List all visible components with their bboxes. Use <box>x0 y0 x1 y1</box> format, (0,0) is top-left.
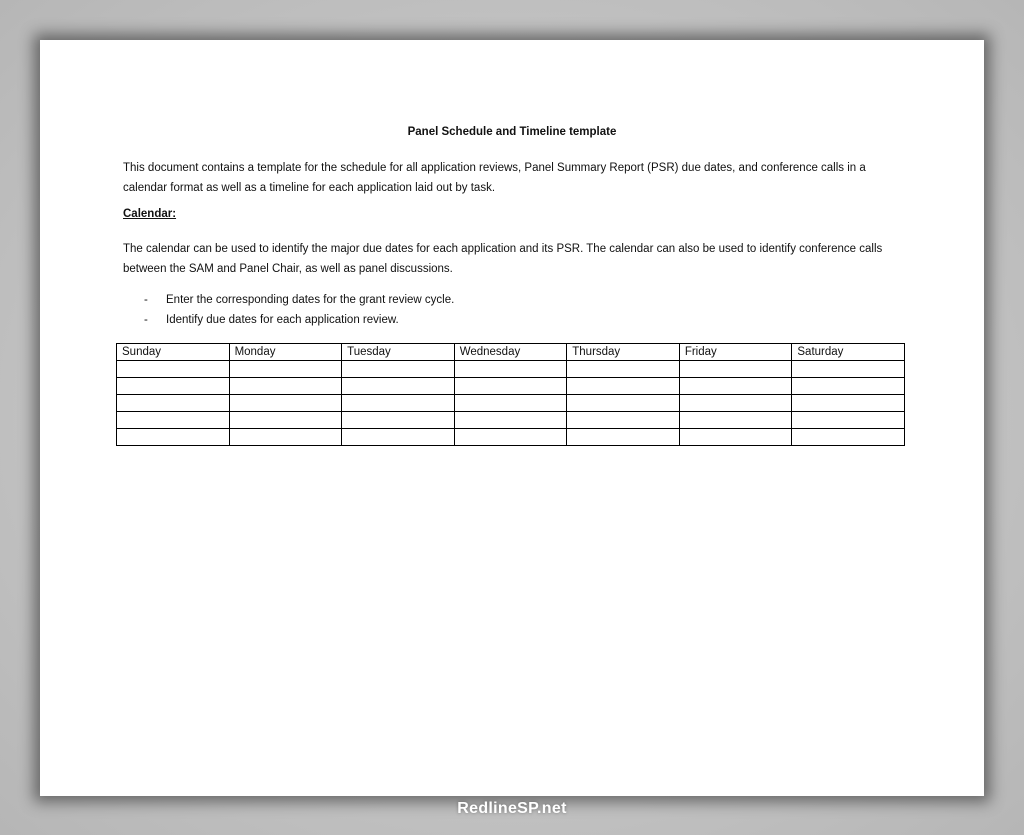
column-header-tuesday: Tuesday <box>342 344 455 361</box>
dash-icon: - <box>144 314 148 326</box>
list-item-text: Enter the corresponding dates for the grant review cycle. <box>166 294 455 306</box>
column-header-monday: Monday <box>229 344 342 361</box>
table-cell <box>679 361 792 378</box>
table-cell <box>792 395 905 412</box>
table-cell <box>342 429 455 446</box>
document-page <box>40 40 984 796</box>
table-cell <box>342 412 455 429</box>
table-cell <box>229 361 342 378</box>
table-row <box>117 429 905 446</box>
table-cell <box>342 361 455 378</box>
calendar-table <box>116 343 905 446</box>
column-header-thursday: Thursday <box>567 344 680 361</box>
column-header-friday: Friday <box>679 344 792 361</box>
table-cell <box>679 395 792 412</box>
list-item-text: Identify due dates for each application review. <box>166 314 399 326</box>
table-cell <box>117 429 230 446</box>
dash-icon: - <box>144 294 148 306</box>
table-row <box>117 361 905 378</box>
table-row <box>117 412 905 429</box>
table-cell <box>229 395 342 412</box>
table-cell <box>679 412 792 429</box>
table-cell <box>229 378 342 395</box>
watermark: RedlineSP.net <box>457 800 567 817</box>
calendar-description: The calendar can be used to identify the major due dates for each application and its PSR. The calendar can also be used to identify conference calls between the SAM and Panel Chair, as well as panel discussions. <box>123 243 883 275</box>
list-item <box>123 310 454 330</box>
document-title: Panel Schedule and Timeline template <box>407 126 617 138</box>
table-cell <box>567 361 680 378</box>
calendar-heading: Calendar: <box>123 208 177 220</box>
table-cell <box>567 378 680 395</box>
column-header-sunday: Sunday <box>117 344 230 361</box>
table-cell <box>454 361 567 378</box>
table-cell <box>454 378 567 395</box>
table-cell <box>679 378 792 395</box>
table-cell <box>117 378 230 395</box>
table-row <box>117 395 905 412</box>
table-cell <box>792 361 905 378</box>
list-item <box>123 290 454 310</box>
column-header-saturday: Saturday <box>792 344 905 361</box>
instruction-list <box>123 290 454 330</box>
table-cell <box>792 429 905 446</box>
table-cell <box>342 378 455 395</box>
table-cell <box>679 429 792 446</box>
table-cell <box>117 395 230 412</box>
table-cell <box>567 412 680 429</box>
table-cell <box>792 378 905 395</box>
table-cell <box>229 429 342 446</box>
intro-paragraph: This document contains a template for the schedule for all application reviews, Panel Summary Report (PSR) due dates, and conference calls in a calendar format as well as a timeline for each application laid out by task. <box>123 162 866 194</box>
table-cell <box>454 395 567 412</box>
table-cell <box>229 412 342 429</box>
table-row <box>117 378 905 395</box>
table-cell <box>117 412 230 429</box>
table-cell <box>454 412 567 429</box>
column-header-wednesday: Wednesday <box>454 344 567 361</box>
table-cell <box>792 412 905 429</box>
table-cell <box>342 395 455 412</box>
table-cell <box>454 429 567 446</box>
table-cell <box>117 361 230 378</box>
table-cell <box>567 429 680 446</box>
table-cell <box>567 395 680 412</box>
table-header-row <box>117 344 905 361</box>
